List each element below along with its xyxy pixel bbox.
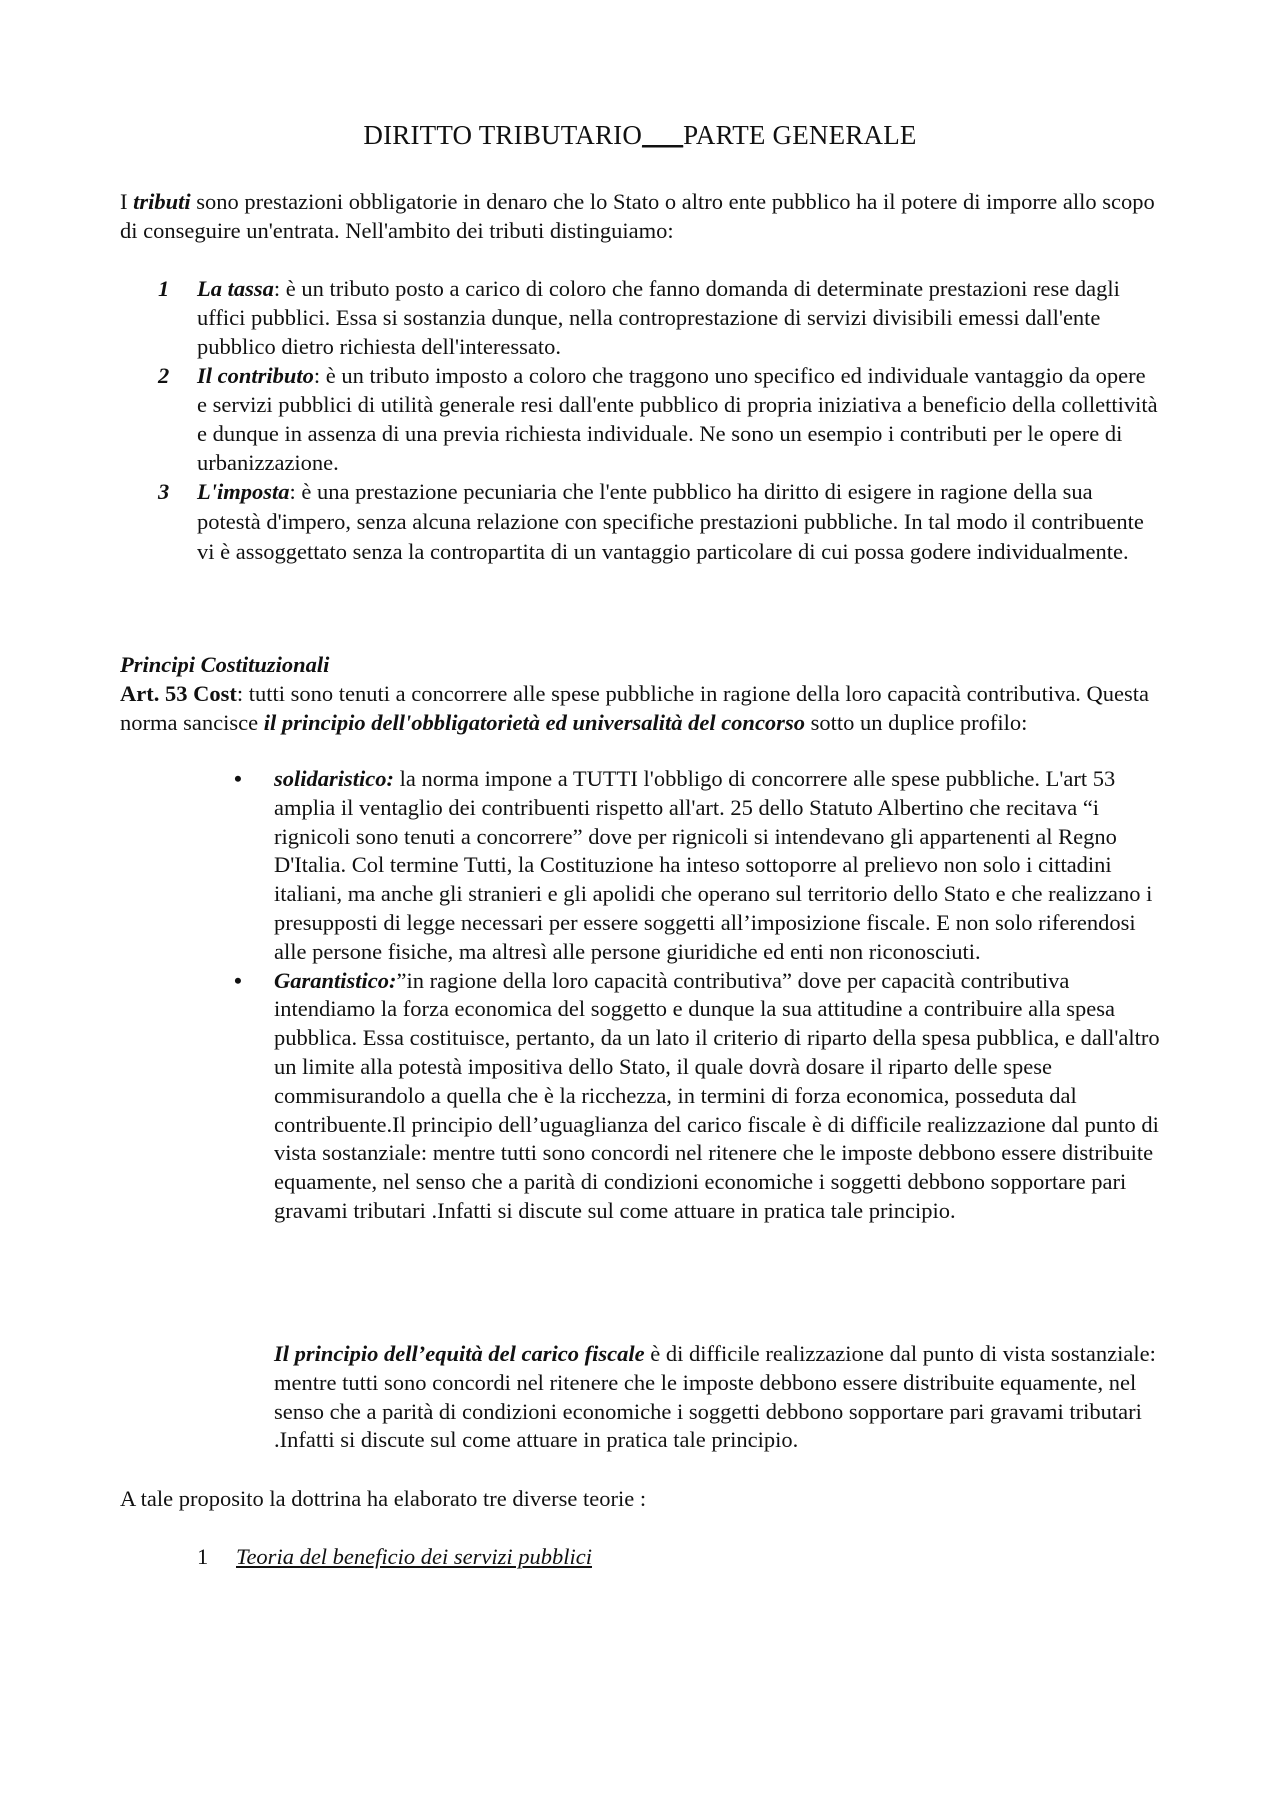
tributo-item-tassa (120, 274, 1160, 361)
equita-paragraph (274, 1340, 1160, 1455)
profilo-term: Garantistico: (274, 967, 397, 993)
tributo-item-contributo (120, 361, 1160, 477)
list-number: 1 (197, 1544, 209, 1569)
profilo-text: ”in ragione della loro capacità contributiva” dove per capacità contributiva intendiamo la forza economica del soggetto e dunque la sua attitudine a contribuire alla spesa pubblica. Essa costituisce, pertanto, da un lato il criterio di riparto della spesa pubblica, e dall'altro un limite alla potestà impositiva dello Stato, il quale dovrà dosare il riparto delle spese commisurandolo a quella che è la ricchezza, in termini di forza economica, posseduta dal contribuente.Il principio dell’uguaglianza del carico fiscale è di difficile realizzazione dal punto di vista sostanziale: mentre tutti sono concordi nel ritenere che le imposte debbono essere distribuite equamente, nel senso che a parità di condizioni economiche i soggetti debbono sopportare pari gravami tributari .Infatti si discute sul come attuare in pratica tale principio. (274, 967, 1160, 1223)
profilo-item-garantistico (120, 967, 1160, 1226)
list-number: 1 (158, 276, 170, 301)
profili-list (120, 765, 1160, 1226)
art-emphasis: il principio dell'obbligatorietà ed universalità del concorso (263, 710, 805, 735)
intro-lead: I (120, 189, 134, 214)
equita-text: è di difficile realizzazione dal punto di vista sostanziale: mentre tutti sono concordi nel ritenere che le imposte debbono essere distribuite equamente, nel senso che a parità di condizioni economiche i soggetti debbono sopportare pari gravami tributari .Infatti si discute sul come attuare in pratica tale principio. (274, 1341, 1156, 1453)
tributo-term: La tassa (197, 276, 274, 301)
intro-term: tributi (133, 189, 191, 214)
equita-term: Il principio dell’equità del carico fiscale (274, 1341, 645, 1366)
title-separator: ___ (642, 120, 684, 150)
profilo-item-solidaristico (120, 765, 1160, 967)
bullet-icon: • (234, 766, 242, 791)
teoria-item (197, 1542, 592, 1571)
tributo-text: : è un tributo posto a carico di coloro che fanno domanda di determinate prestazioni rese dagli uffici pubblici. Essa si sostanzia dunque, nella controprestazione di servizi divisibili emessi dall'ente pubblico dietro richiesta dell'interessato. (197, 276, 1120, 359)
teorie-list (197, 1542, 592, 1571)
teorie-intro: A tale proposito la dottrina ha elaborato tre diverse teorie : (120, 1486, 647, 1511)
art-tail: sotto un duplice profilo: (804, 710, 1028, 735)
teoria-label: Teoria del beneficio dei servizi pubblici (236, 1544, 592, 1569)
intro-paragraph (120, 187, 1160, 245)
art-label: Art. 53 Cost (120, 681, 237, 706)
page-title (0, 120, 1280, 151)
title-part-2: PARTE GENERALE (683, 120, 917, 150)
bullet-icon: • (234, 967, 242, 993)
tributo-text: : è una prestazione pecuniaria che l'ente pubblico ha diritto di esigere in ragione della sua potestà d'impero, senza alcuna relazione con specifiche prestazioni pubbliche. In tal modo il contribuente vi è assoggettato senza la contropartita di un vantaggio particolare di cui possa godere individualmente. (197, 479, 1144, 564)
tributo-text: : è un tributo imposto a coloro che traggono uno specifico ed individuale vantaggio da opere e servizi pubblici di utilità generale resi dall'ente pubblico di propria iniziativa a beneficio della collettività e dunque in assenza di una previa richiesta individuale. Ne sono un esempio i contributi per le opere di urbanizzazione. (197, 363, 1158, 475)
title-part-1: DIRITTO TRIBUTARIO (363, 120, 643, 150)
list-number: 3 (158, 479, 170, 504)
section-heading: Principi Costituzionali (120, 652, 330, 677)
list-number: 2 (158, 363, 170, 388)
tributo-term: Il contributo (197, 363, 314, 388)
profilo-text: la norma impone a TUTTI l'obbligo di concorrere alle spese pubbliche. L'art 53 amplia il ventaglio dei contribuenti rispetto all'art. 25 dello Statuto Albertino che recitava “i rignicoli sono tenuti a concorrere” dove per rignicoli si intendevano gli appartenenti al Regno D'Italia. Col termine Tutti, la Costituzione ha inteso sottoporre al prelievo non solo i cittadini italiani, ma anche gli stranieri e gli apolidi che operano sul territorio dello Stato e che realizzano i presupposti di legge necessari per essere soggetti all’imposizione fiscale. E non solo riferendosi alle persone fisiche, ma altresì alle persone giuridiche ed enti non riconosciuti. (274, 766, 1153, 964)
profilo-term: solidaristico: (274, 766, 395, 791)
intro-text: sono prestazioni obbligatorie in denaro che lo Stato o altro ente pubblico ha il potere di imporre allo scopo di conseguire un'entrata. Nell'ambito dei tributi distinguiamo: (120, 189, 1155, 243)
tributo-item-imposta (120, 477, 1160, 567)
tributo-term: L'imposta (197, 479, 290, 504)
art53-paragraph (120, 679, 1160, 737)
art-text: : tutti sono tenuti a concorrere alle spese pubbliche in ragione della loro capacità contributiva. Questa norma sancisce (120, 681, 1150, 735)
tributi-list (120, 274, 1160, 567)
